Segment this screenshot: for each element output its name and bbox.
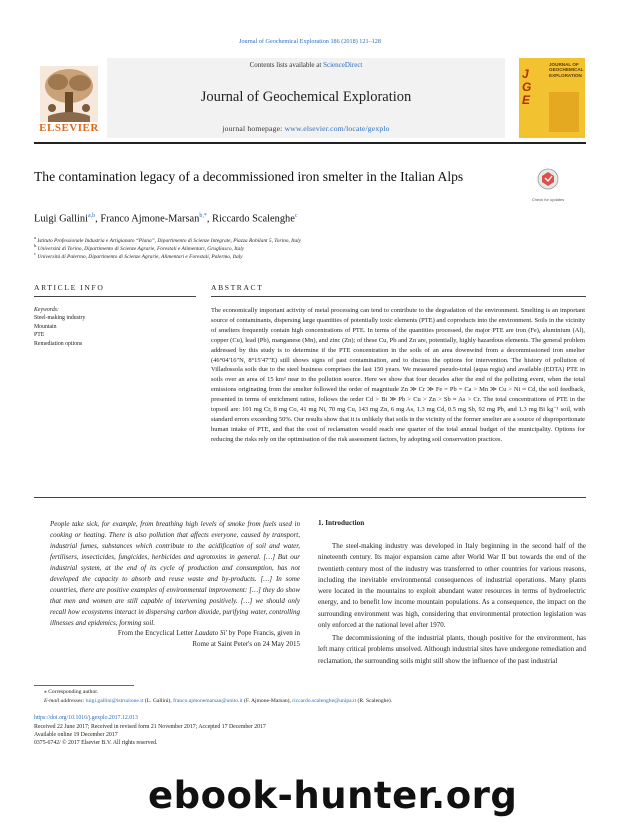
email-link[interactable]: riccardo.scalenghe@unipa.it	[292, 698, 357, 704]
doi-link[interactable]: https://doi.org/10.1016/j.gexplo.2017.12.013	[34, 715, 138, 721]
check-updates-icon	[526, 168, 570, 192]
sciencedirect-link[interactable]: ScienceDirect	[323, 61, 363, 69]
homepage-link[interactable]: www.elsevier.com/locate/gexplo	[284, 124, 390, 133]
cover-abbrev: JGE	[522, 67, 532, 107]
affiliation	[34, 251, 243, 260]
author-name[interactable]: Riccardo Scalenghe	[212, 213, 295, 225]
keywords-label: Keywords:	[34, 307, 59, 313]
cover-panel	[549, 92, 579, 132]
keyword: Steel-making industry	[34, 315, 86, 321]
affiliation-text: Istituto Professionale Industria e Artigianato “Plana”, Dipartimento di Scienze Integrate, Piazza Robilant 5, Torino, Italy	[37, 237, 302, 244]
contents-available	[107, 61, 505, 69]
cover-title: JOURNAL OF GEOCHEMICAL EXPLORATION	[549, 62, 584, 78]
homepage-prefix: journal homepage:	[222, 124, 285, 133]
article-info-divider	[34, 296, 196, 297]
journal-homepage	[107, 124, 505, 133]
elsevier-wordmark: ELSEVIER	[39, 122, 99, 134]
footnote-divider	[34, 685, 134, 686]
attribution-line-2: Rome at Saint Peter's on 24 May 2015	[192, 640, 300, 648]
keyword: Mountain	[34, 323, 57, 330]
attribution-line-1	[50, 628, 300, 639]
author-name[interactable]: Franco Ajmone-Marsan	[100, 213, 200, 225]
article-title: The contamination legacy of a decommissioned iron smelter in the Italian Alps	[34, 169, 464, 184]
author-sup[interactable]: a,b	[87, 213, 96, 219]
introduction-paragraph-2: The decommissioning of the industrial plants, though positive for the environment, has left many critical problems unsolved. Although industrial sites have undergone remediation and reclamation, the surrounding soils might still show the influence of the past industrial	[318, 634, 586, 665]
keyword: PTE	[34, 332, 45, 338]
abstract-heading: ABSTRACT	[211, 283, 264, 292]
author-sup[interactable]: c	[294, 213, 298, 219]
email-owner: (L. Gallini),	[143, 698, 174, 704]
email-link[interactable]: franco.ajmonemarsan@unito.it	[173, 698, 243, 704]
check-updates-label: Check for updates	[531, 197, 565, 202]
affiliation-sup: a	[34, 235, 37, 240]
introduction-paragraph-1: The steel-making industry was developed in Italy beginning in the second half of the nineteenth century. Its major expansion came after World War II but towards the end of the twentieth century most of the industry was transferred to other countries for various reasons, including the inevitable environmental consequences of industrial operations. Many plants were located in the mountains to exploit abundant water resources in terms of hydroelectric energy, and to benefit low income mountain populations. As a consequence, the impact on the surrounding environment was high, considering that environmental protection legislation was only enforced at the national level after 1970.	[318, 542, 586, 630]
email-owner: (F. Ajmone-Marsan),	[242, 698, 293, 704]
epigraph-attribution	[50, 628, 300, 650]
email-label: E-mail addresses:	[44, 698, 86, 704]
check-for-updates-badge[interactable]	[526, 168, 570, 204]
article-info-heading: ARTICLE INFO	[34, 283, 105, 292]
attribution-title: Laudato Si'	[194, 629, 227, 637]
journal-cover	[519, 58, 585, 138]
keyword: Remediation options	[34, 340, 83, 347]
header-divider	[34, 142, 586, 144]
abstract-divider	[211, 296, 586, 297]
abstract-text: The economically important activity of metal processing can tend to contribute to the degradation of the environment. Smelting is an important source of contaminants, dispersing large quantities of potentially toxic elements (PTE) and coproducts into the environment. Soils in the vicinity of smelters frequently contain high concentrations of PTE. In terms of the quantities processed, the major PTE are iron (Fe), aluminium (Al), copper (Cu), lead (Pb), manganese (Mn), and zinc (Zn); of these Cu, Pb and Zn are, potentially, highly hazardous elements. The general problem addressed by this study is to determine if the PTE concentration in the soils of an area downwind from a decommissioned iron smelter (46°04′16″N, 8°15′47″E) still shows signs of past contamination, and to discuss the options for intervention. The history of pollution of Villadossola soils due to the steel business comprises the last 150 years. We measured pseudo-total (aqua regia) and available (EDTA) PTE in soils over an area of 15 km² near to the pollution source. Here we show that four decades after the end of the polluting event, when the total emissions originating from the smelter followed the order of magnitude Zn ≫ Cr ≫ Fe = Pb = Ca > Mn ≫ Cu > Ni ≈ Cd, the soil feedback, presented in terms of enrichment ratios, follows the order Cd > Bi ≫ Pb > Cu > Zn > Sb ≈ As > Cr. The total concentrations of PTE in the topsoil are: 101 mg Cr, 8 mg Co, 41 mg Ni, 70 mg Cu, 143 mg Zn, 6 mg As, 1.3 mg Cd, 0.5 mg Sb, 92 mg Pb, and 1.3 mg Bi kg⁻¹ soil, with standard errors exceeding 50%. Our results show that it is unlikely that soils in the vicinity of the former smelter are a source of disproportionate human intake of PTE, and that the cost of reclamation would reach one quarter of the total annual budget of the municipality. Options for reducing the risks rely on the optimisation of the risk assessment factors, by adopting soil conservation practices.	[211, 307, 585, 443]
contents-prefix: Contents lists available at	[249, 61, 324, 69]
watermark: ebook-hunter.org	[148, 774, 518, 817]
affiliation-sup: b	[34, 243, 37, 248]
journal-reference[interactable]: Journal of Geochemical Exploration 186 (2018) 121–128	[239, 38, 381, 45]
received-dates: Received 22 June 2017; Received in revised form 21 November 2017; Accepted 17 December 2017	[34, 724, 266, 730]
attribution-pre: From the Encyclical Letter	[117, 629, 195, 637]
affiliation-text: Università di Torino, Dipartimento di Scienze Agrarie, Forestali e Alimentari, Grugliasco, Italy	[37, 245, 245, 252]
affiliation-text: Università di Palermo, Dipartimento di Scienze Agrarie, Alimentari e Forestali, Palermo, Italy	[37, 253, 243, 260]
email-addresses	[44, 698, 392, 704]
epigraph-quote: People take sick, for example, from breathing high levels of smoke from fuels used in cooking or heating. There is also pollution that affects everyone, caused by transport, industrial fumes, substances which contribute to the acidification of soil and water, fertilisers, insecticides, fungicides, herbicides and agrotoxins in general. […] But our industrial system, at the end of its cycle of production and consumption, has not developed the capacity to absorb and reuse waste and by-products. […] In some countries, there are positive examples of environmental improvement: […] they do show that men and women are still capable of intervening positively. […] we should only recall how ecosystems interact in dispersing carbon dioxide, purifying water, controlling illnesses and epidemics, forming soil.	[50, 520, 300, 627]
online-date: Available online 19 December 2017	[34, 732, 118, 738]
email-owner: (R. Scalenghe).	[356, 698, 393, 704]
author-list: Luigi Gallini$^{a,b}$, Franco Ajmone-Marsan$^{b,*}$, Riccardo Scalenghe$^c$	[34, 213, 298, 225]
email-link[interactable]: luigi.gallini@istruzione.it	[85, 698, 144, 704]
affiliation-sup: c	[34, 251, 37, 256]
attribution-post: by Pope Francis, given in	[226, 629, 300, 637]
introduction-heading: 1. Introduction	[318, 519, 365, 527]
copyright: 0375-6742/ © 2017 Elsevier B.V. All rights reserved.	[34, 740, 158, 746]
author-name[interactable]: Luigi Gallini	[34, 213, 88, 225]
abstract-bottom-divider	[34, 497, 586, 498]
author-sup[interactable]: b,*	[199, 213, 207, 219]
corresponding-author-note: ⁎ Corresponding author.	[44, 689, 99, 695]
journal-title: Journal of Geochemical Exploration	[200, 89, 412, 105]
